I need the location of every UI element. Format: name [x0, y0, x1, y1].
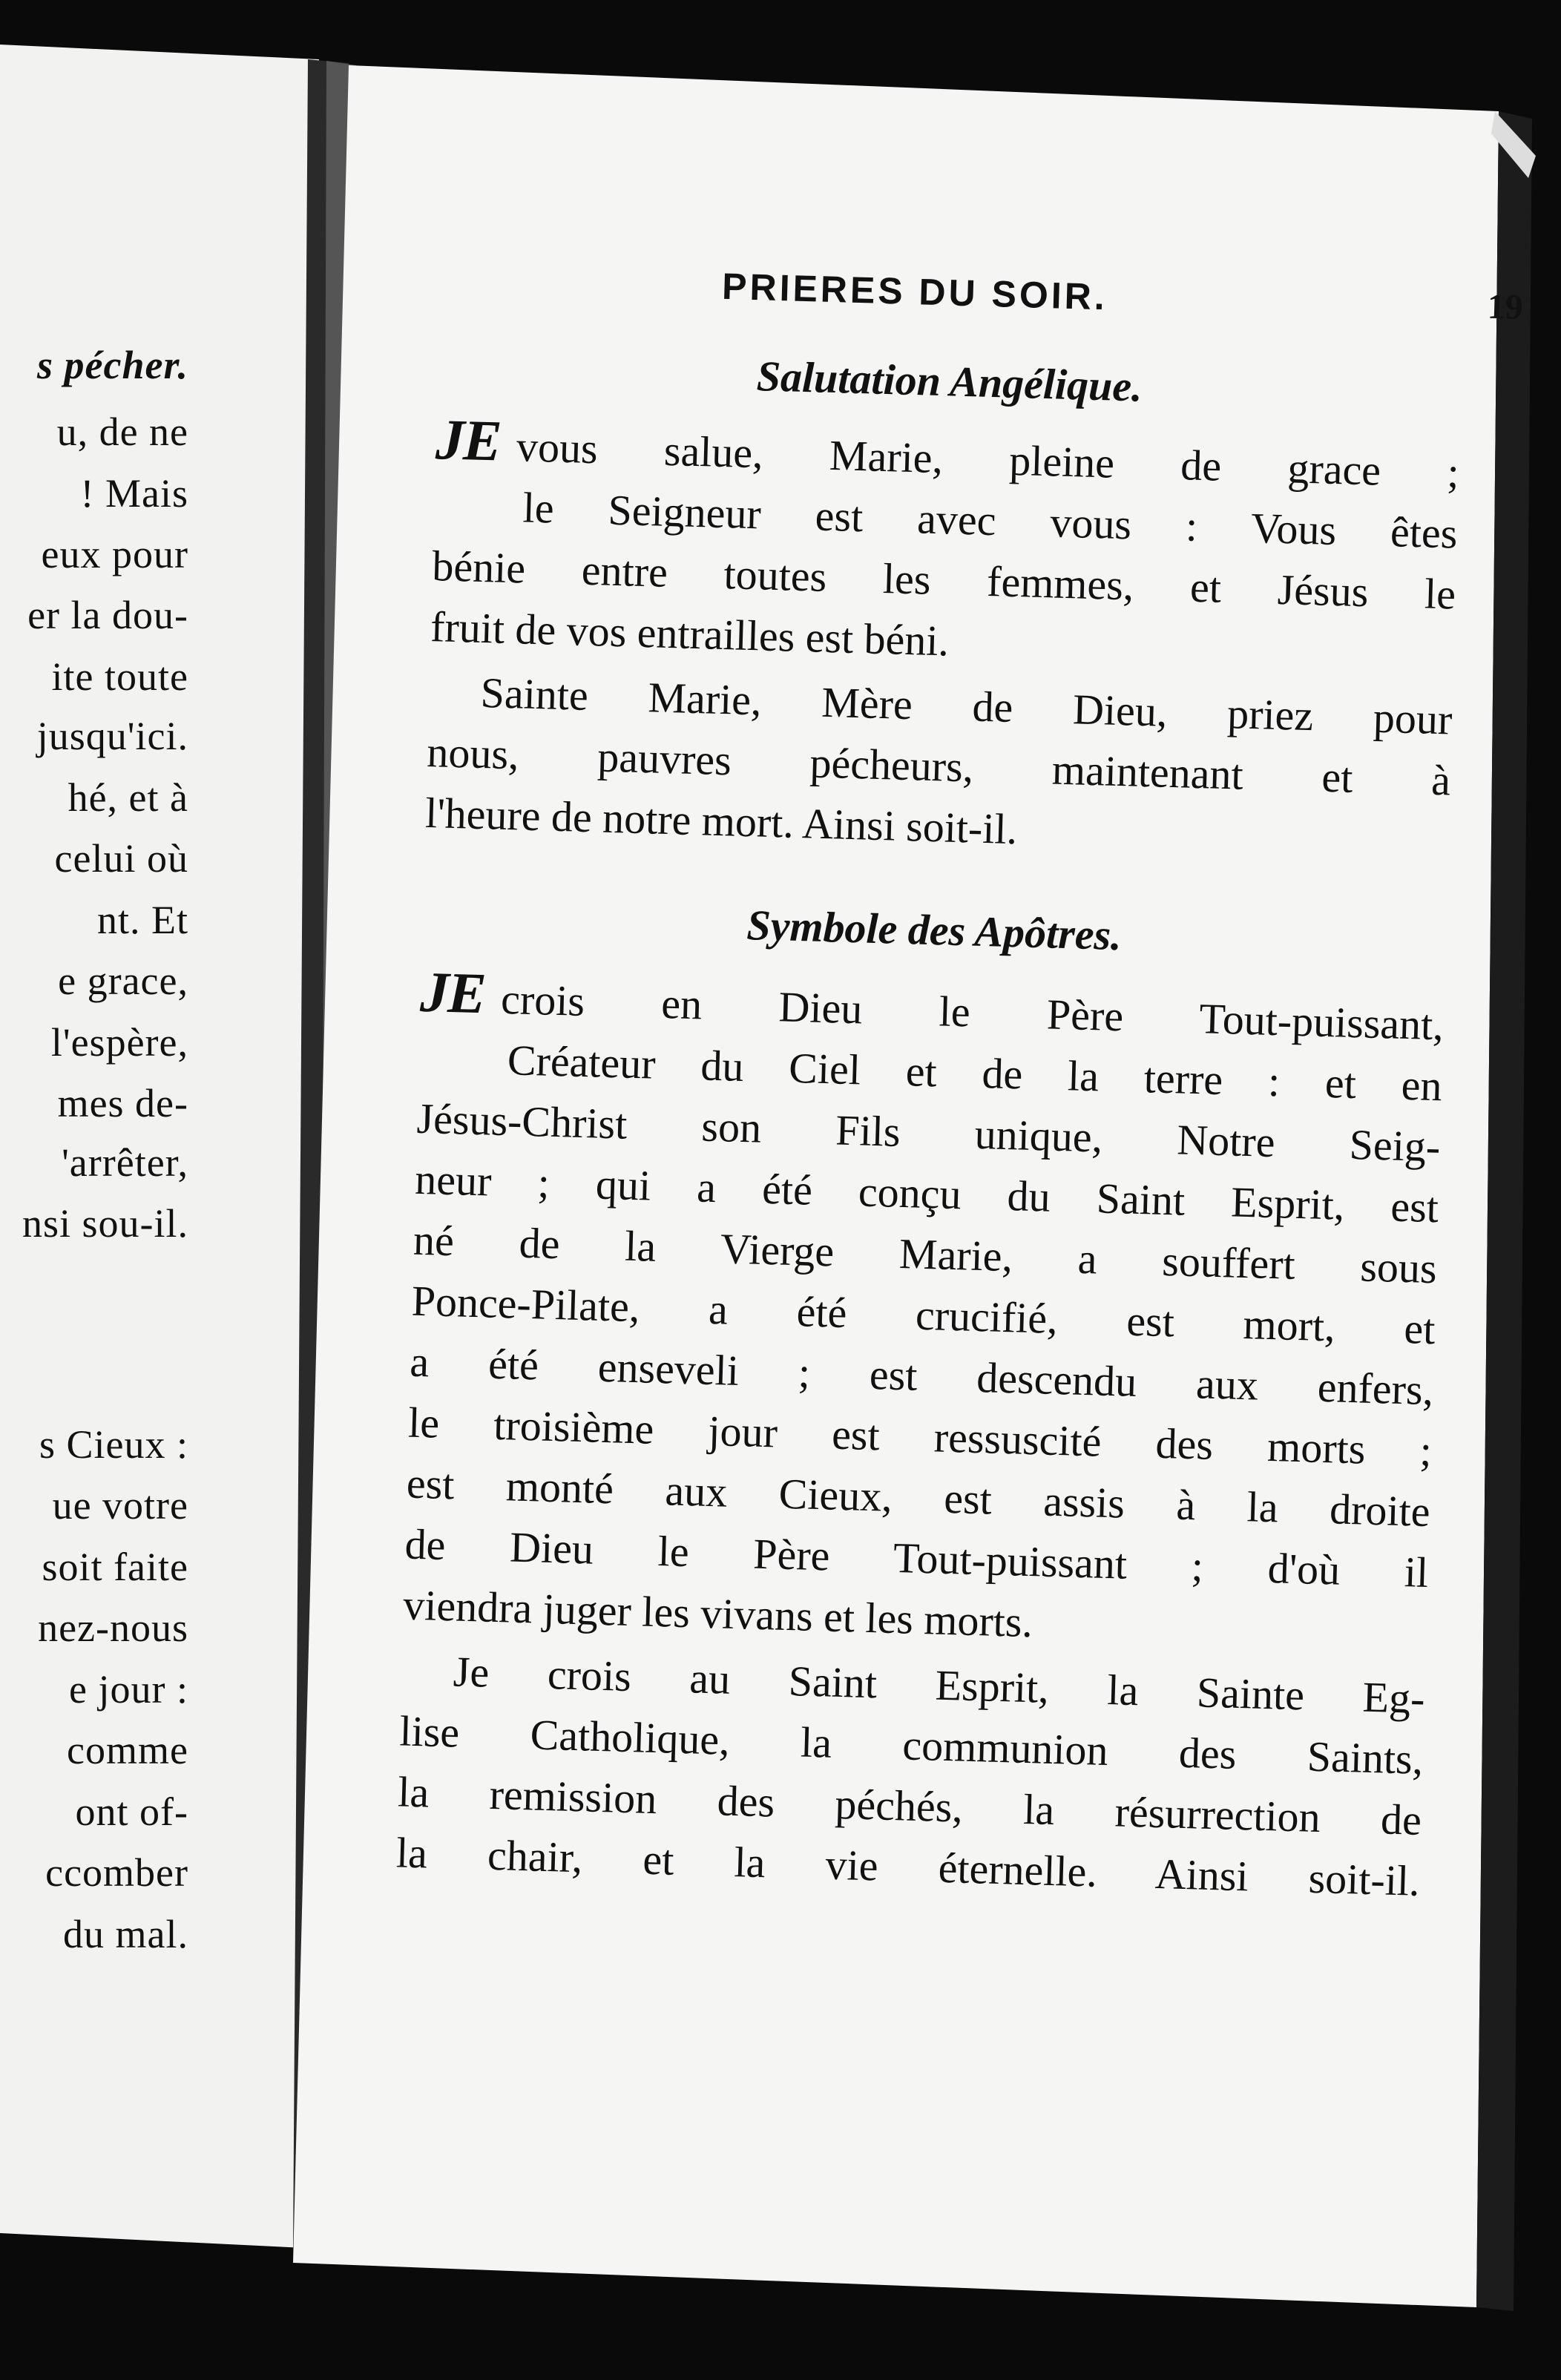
left-page-line: s Cieux : [39, 1422, 188, 1467]
left-page-line: s pécher. [37, 343, 188, 387]
text-line: Je crois au Saint Esprit, la Sainte Eg- [453, 1647, 1426, 1723]
text-line: né de la Vierge Marie, a souffert sous [413, 1215, 1438, 1293]
text-line: la chair, et la vie éternelle. Ainsi soit-il. [395, 1828, 1421, 1905]
left-page-line: ite toute [51, 654, 188, 699]
paragraph-saint-esprit [395, 1640, 1426, 1911]
dropcap: JE [419, 959, 486, 1026]
left-page-line: celui où [54, 836, 188, 881]
text-line: Sainte Marie, Mère de Dieu, priez pour [479, 668, 1453, 744]
left-page-line: nt. Et [97, 898, 188, 942]
text-line: crois en Dieu le Père Tout-puissant, [500, 974, 1445, 1050]
text-line: la remission des péchés, la résurrection de [397, 1767, 1422, 1844]
text-line: a été enseveli ; est descendu aux enfers, [409, 1337, 1434, 1415]
left-page-line: er la dou- [27, 593, 188, 637]
left-page-line: ccomber [45, 1850, 188, 1895]
text-line: fruit de vos entrailles est béni. [430, 602, 950, 665]
paragraph-sainte-marie [424, 661, 1453, 872]
text-line: vous salue, Marie, pleine de grace ; [516, 422, 1460, 497]
left-page-line: e jour : [69, 1667, 188, 1712]
left-page-line: hé, et à [68, 775, 188, 820]
left-page-line: nsi sou-il. [22, 1201, 188, 1246]
text-line: Jésus-Christ son Fils unique, Notre Seig- [415, 1094, 1442, 1171]
left-page-line: l'espère, [50, 1020, 188, 1065]
main-page [318, 59, 1537, 2286]
left-page-line: ont of- [75, 1789, 188, 1834]
text-line: lise Catholique, la communion des Saints, [398, 1706, 1424, 1784]
text-line: de Dieu le Père Tout-puissant ; d'où il [404, 1519, 1430, 1597]
paragraph-credo [402, 961, 1445, 1664]
left-page-line: eux pour [41, 532, 188, 576]
left-page-line: jusqu'ici. [36, 714, 188, 758]
left-page-line: soit faite [42, 1545, 188, 1589]
text-line: bénie entre toutes les femmes, et Jésus le [431, 542, 1456, 619]
text-line: Ponce-Pilate, a été crucifié, est mort, et [410, 1276, 1436, 1354]
left-page-line: 'arrêter, [62, 1140, 188, 1185]
left-page-line: ue votre [52, 1483, 188, 1528]
text-line: le troisième jour est ressuscité des morts ; [407, 1398, 1433, 1476]
text-line: viendra juger les vivans et les morts. [402, 1580, 1033, 1647]
left-page [0, 282, 193, 2025]
text-line: neur ; qui a été conçu du Saint Esprit, est [414, 1154, 1439, 1232]
left-page-line: comme [67, 1728, 188, 1772]
text-line: nous, pauvres pécheurs, maintenant et à [426, 727, 1451, 805]
section-title-salutation: Salutation Angélique. [755, 352, 1143, 411]
text-line: Créateur du Ciel et de la terre : et en [507, 1036, 1443, 1111]
left-page-line: mes de- [57, 1081, 188, 1125]
paragraph-ave-maria [430, 409, 1460, 686]
page-number: 19 [1487, 286, 1524, 327]
dropcap: JE [435, 407, 502, 473]
left-page-line: u, de ne [56, 410, 188, 454]
left-page-line: nez-nous [38, 1605, 188, 1650]
text-line: est monté aux Cieux, est assis à la droite [406, 1459, 1431, 1536]
left-page-line: ! Mais [80, 471, 188, 516]
running-head [372, 255, 1531, 340]
left-page-line: du mal. [63, 1912, 188, 1956]
section-title-symbole: Symbole des Apôtres. [746, 901, 1123, 960]
text-line: le Seigneur est avec vous : Vous êtes [522, 483, 1459, 558]
running-head-title: PRIERES DU SOIR. [721, 265, 1108, 318]
left-page-line: e grace, [58, 959, 188, 1003]
text-line: l'heure de notre mort. Ainsi soit-il. [424, 788, 1019, 854]
